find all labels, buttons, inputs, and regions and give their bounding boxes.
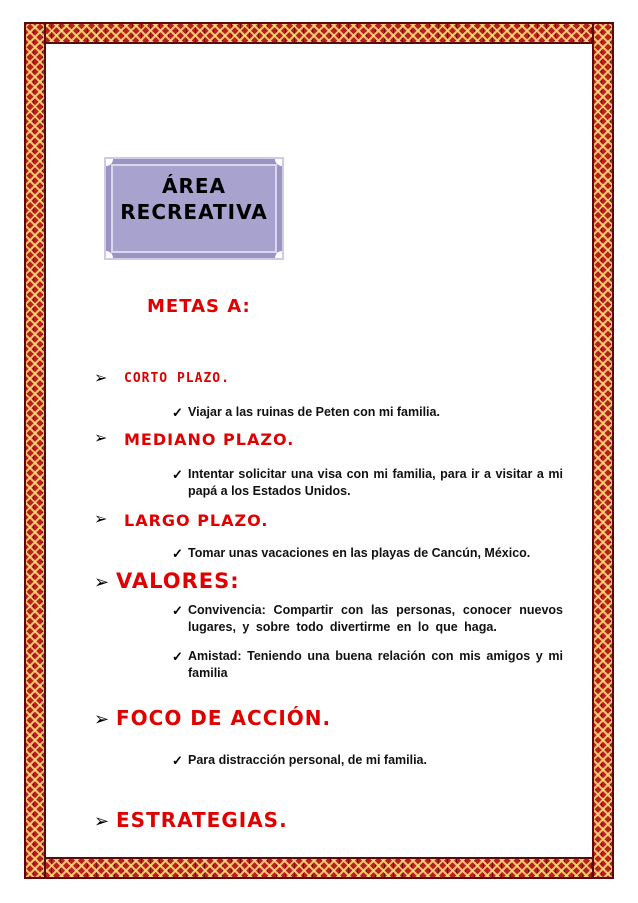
page-title: ÁREA RECREATIVA <box>120 174 268 224</box>
section-title-largo-plazo: LARGO PLAZO. <box>124 511 269 530</box>
decorative-border-right <box>592 22 614 879</box>
section-title-estrategias: ESTRATEGIAS. <box>116 808 288 832</box>
checkmark-icon: ✓ <box>172 753 183 768</box>
list-item: ✓ Tomar unas vacaciones en las playas de Cancún, México. <box>172 546 531 561</box>
list-item: ✓ Para distracción personal, de mi familia. <box>172 753 427 768</box>
list-item: ✓ Intentar solicitar una visa con mi familia, para ir a visitar a mi papá a los Estados Unidos. <box>172 467 563 498</box>
checkmark-icon: ✓ <box>172 405 183 420</box>
arrow-bullet-icon: ➢ <box>94 370 108 387</box>
checkmark-icon: ✓ <box>172 649 183 664</box>
arrow-bullet-icon: ➢ <box>94 811 110 831</box>
title-plate <box>104 157 284 260</box>
list-item: ✓ Viajar a las ruinas de Peten con mi familia. <box>172 405 440 420</box>
checkmark-icon: ✓ <box>172 467 183 482</box>
section-title-corto-plazo: CORTO PLAZO. <box>124 371 230 386</box>
list-item: ✓ Amistad: Teniendo una buena relación con mis amigos y mi familia <box>172 649 563 680</box>
decorative-border-top <box>24 22 614 44</box>
metas-heading: METAS A: <box>147 296 251 317</box>
arrow-bullet-icon: ➢ <box>94 709 110 729</box>
list-item: ✓ Convivencia: Compartir con las personas, conocer nuevos lugares, y sobre todo divertirme en lo que haga. <box>172 603 563 634</box>
arrow-bullet-icon: ➢ <box>94 511 108 528</box>
checkmark-icon: ✓ <box>172 603 183 618</box>
section-title-mediano-plazo: MEDIANO PLAZO. <box>124 430 295 449</box>
decorative-border-bottom <box>24 857 614 879</box>
decorative-border-left <box>24 22 46 879</box>
arrow-bullet-icon: ➢ <box>94 572 110 592</box>
checkmark-icon: ✓ <box>172 546 183 561</box>
section-title-valores: VALORES: <box>116 569 240 593</box>
section-title-foco-de-accion: FOCO DE ACCIÓN. <box>116 706 332 730</box>
arrow-bullet-icon: ➢ <box>94 430 108 447</box>
